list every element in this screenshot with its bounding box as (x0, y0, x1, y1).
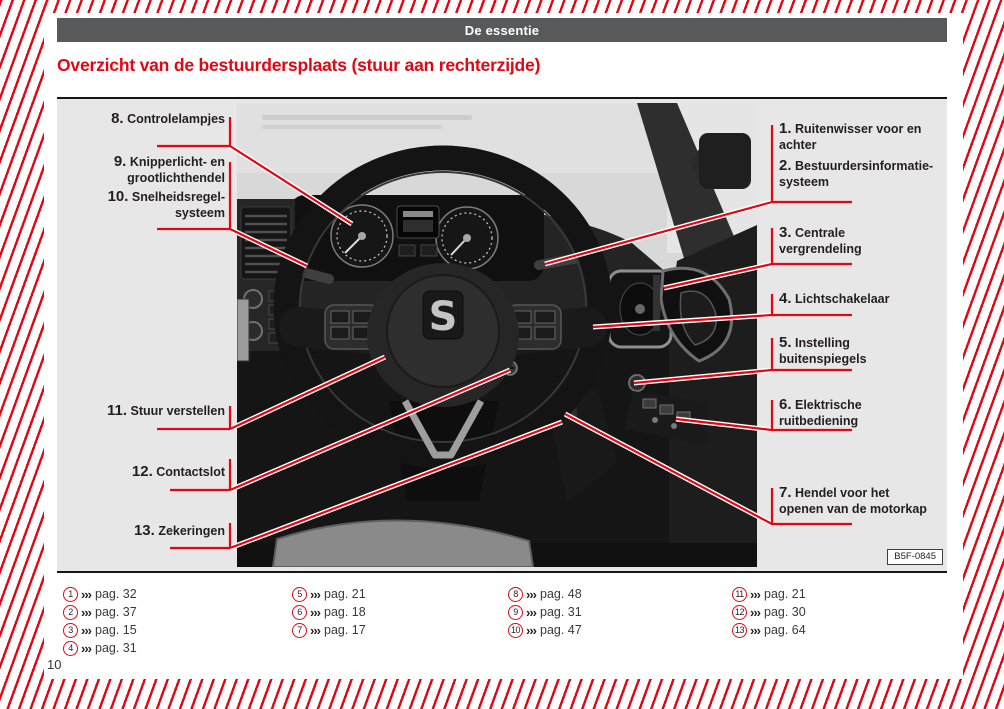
reference-column-1 (63, 585, 137, 657)
callout-label-3: 3. Centrale vergrendeling (779, 224, 862, 256)
page-reference-text: pag. 64 (764, 623, 806, 637)
callout-label-4: 4. Lichtschakelaar (779, 290, 890, 307)
reference-column-2 (292, 585, 366, 639)
callout-number-badge: 11 (732, 587, 747, 602)
cross-reference-chevrons: ››› (750, 586, 760, 602)
page-reference (732, 603, 806, 621)
callout-number-badge: 6 (292, 605, 307, 620)
page-reference-text: pag. 37 (95, 605, 137, 619)
callout-label-12: 12. Contactslot (131, 463, 225, 480)
page-reference (732, 621, 806, 639)
reference-column-3 (508, 585, 582, 639)
page-reference-text: pag. 18 (324, 605, 366, 619)
cockpit-figure (57, 97, 947, 573)
page-reference-text: pag. 31 (95, 641, 137, 655)
page-reference (63, 585, 137, 603)
page-reference-text: pag. 21 (324, 587, 366, 601)
callout-label-1: 1. Ruitenwisser voor en achter (779, 120, 922, 152)
page-reference-text: pag. 15 (95, 623, 137, 637)
callout-label-13: 13. Zekeringen (133, 522, 225, 539)
cross-reference-chevrons: ››› (310, 622, 320, 638)
cross-reference-chevrons: ››› (310, 604, 320, 620)
chapter-title: De essentie (464, 22, 540, 38)
cross-reference-chevrons: ››› (81, 586, 91, 602)
page-reference (508, 621, 582, 639)
callout-label-10: 10. Snelheidsregel- systeem (107, 188, 225, 220)
seat-logo (423, 291, 463, 340)
page-reference (292, 585, 366, 603)
callout-number-badge: 1 (63, 587, 78, 602)
figure-code: B5F-0845 (887, 549, 943, 565)
cross-reference-chevrons: ››› (81, 640, 91, 656)
page-reference-text: pag. 30 (764, 605, 806, 619)
page-reference-text: pag. 31 (540, 605, 582, 619)
callout-label-9: 9. Knipperlicht- en grootlichthendel (113, 153, 225, 185)
reference-column-4 (732, 585, 806, 639)
cross-reference-chevrons: ››› (750, 622, 760, 638)
cross-reference-chevrons: ››› (81, 604, 91, 620)
cross-reference-chevrons: ››› (81, 622, 91, 638)
page-reference (732, 585, 806, 603)
cross-reference-chevrons: ››› (310, 586, 320, 602)
page-reference (63, 639, 137, 657)
callout-number-badge: 4 (63, 641, 78, 656)
page-reference (508, 603, 582, 621)
callout-number-badge: 12 (732, 605, 747, 620)
callout-number-badge: 13 (732, 623, 747, 638)
page-reference (508, 585, 582, 603)
page-sheet (44, 13, 963, 679)
cross-reference-chevrons: ››› (750, 604, 760, 620)
callout-label-7: 7. Hendel voor het openen van de motorkap (779, 484, 927, 516)
callout-label-2: 2. Bestuurdersinformatie- systeem (779, 157, 934, 189)
callout-number-badge: 9 (508, 605, 523, 620)
callout-number-badge: 5 (292, 587, 307, 602)
page-reference-text: pag. 21 (764, 587, 806, 601)
svg-text:S: S (428, 294, 458, 340)
chapter-header-bar (57, 18, 947, 42)
callout-number-badge: 7 (292, 623, 307, 638)
callout-label-11: 11. Stuur verstellen (107, 402, 225, 419)
callout-label-6: 6. Elektrische ruitbediening (779, 396, 862, 428)
page-reference (63, 603, 137, 621)
mirror-adjust-knob (629, 375, 645, 391)
page-reference (63, 621, 137, 639)
callout-number-badge: 10 (508, 623, 523, 638)
cross-reference-chevrons: ››› (526, 586, 536, 602)
cross-reference-chevrons: ››› (526, 622, 536, 638)
page-reference (292, 621, 366, 639)
callout-label-8: 8. Controlelampjes (111, 110, 225, 127)
callout-label-5: 5. Instelling buitenspiegels (779, 334, 867, 366)
callout-number-badge: 2 (63, 605, 78, 620)
page-reference (292, 603, 366, 621)
page-reference-text: pag. 17 (324, 623, 366, 637)
page-reference-text: pag. 32 (95, 587, 137, 601)
page-number: 10 (47, 657, 62, 672)
page-title: Overzicht van de bestuurdersplaats (stuur aan rechterzijde) (57, 55, 541, 75)
callout-number-badge: 8 (508, 587, 523, 602)
page-reference-text: pag. 47 (540, 623, 582, 637)
cross-reference-chevrons: ››› (526, 604, 536, 620)
callout-number-badge: 3 (63, 623, 78, 638)
page-reference-text: pag. 48 (540, 587, 582, 601)
cockpit-photo (237, 103, 757, 567)
